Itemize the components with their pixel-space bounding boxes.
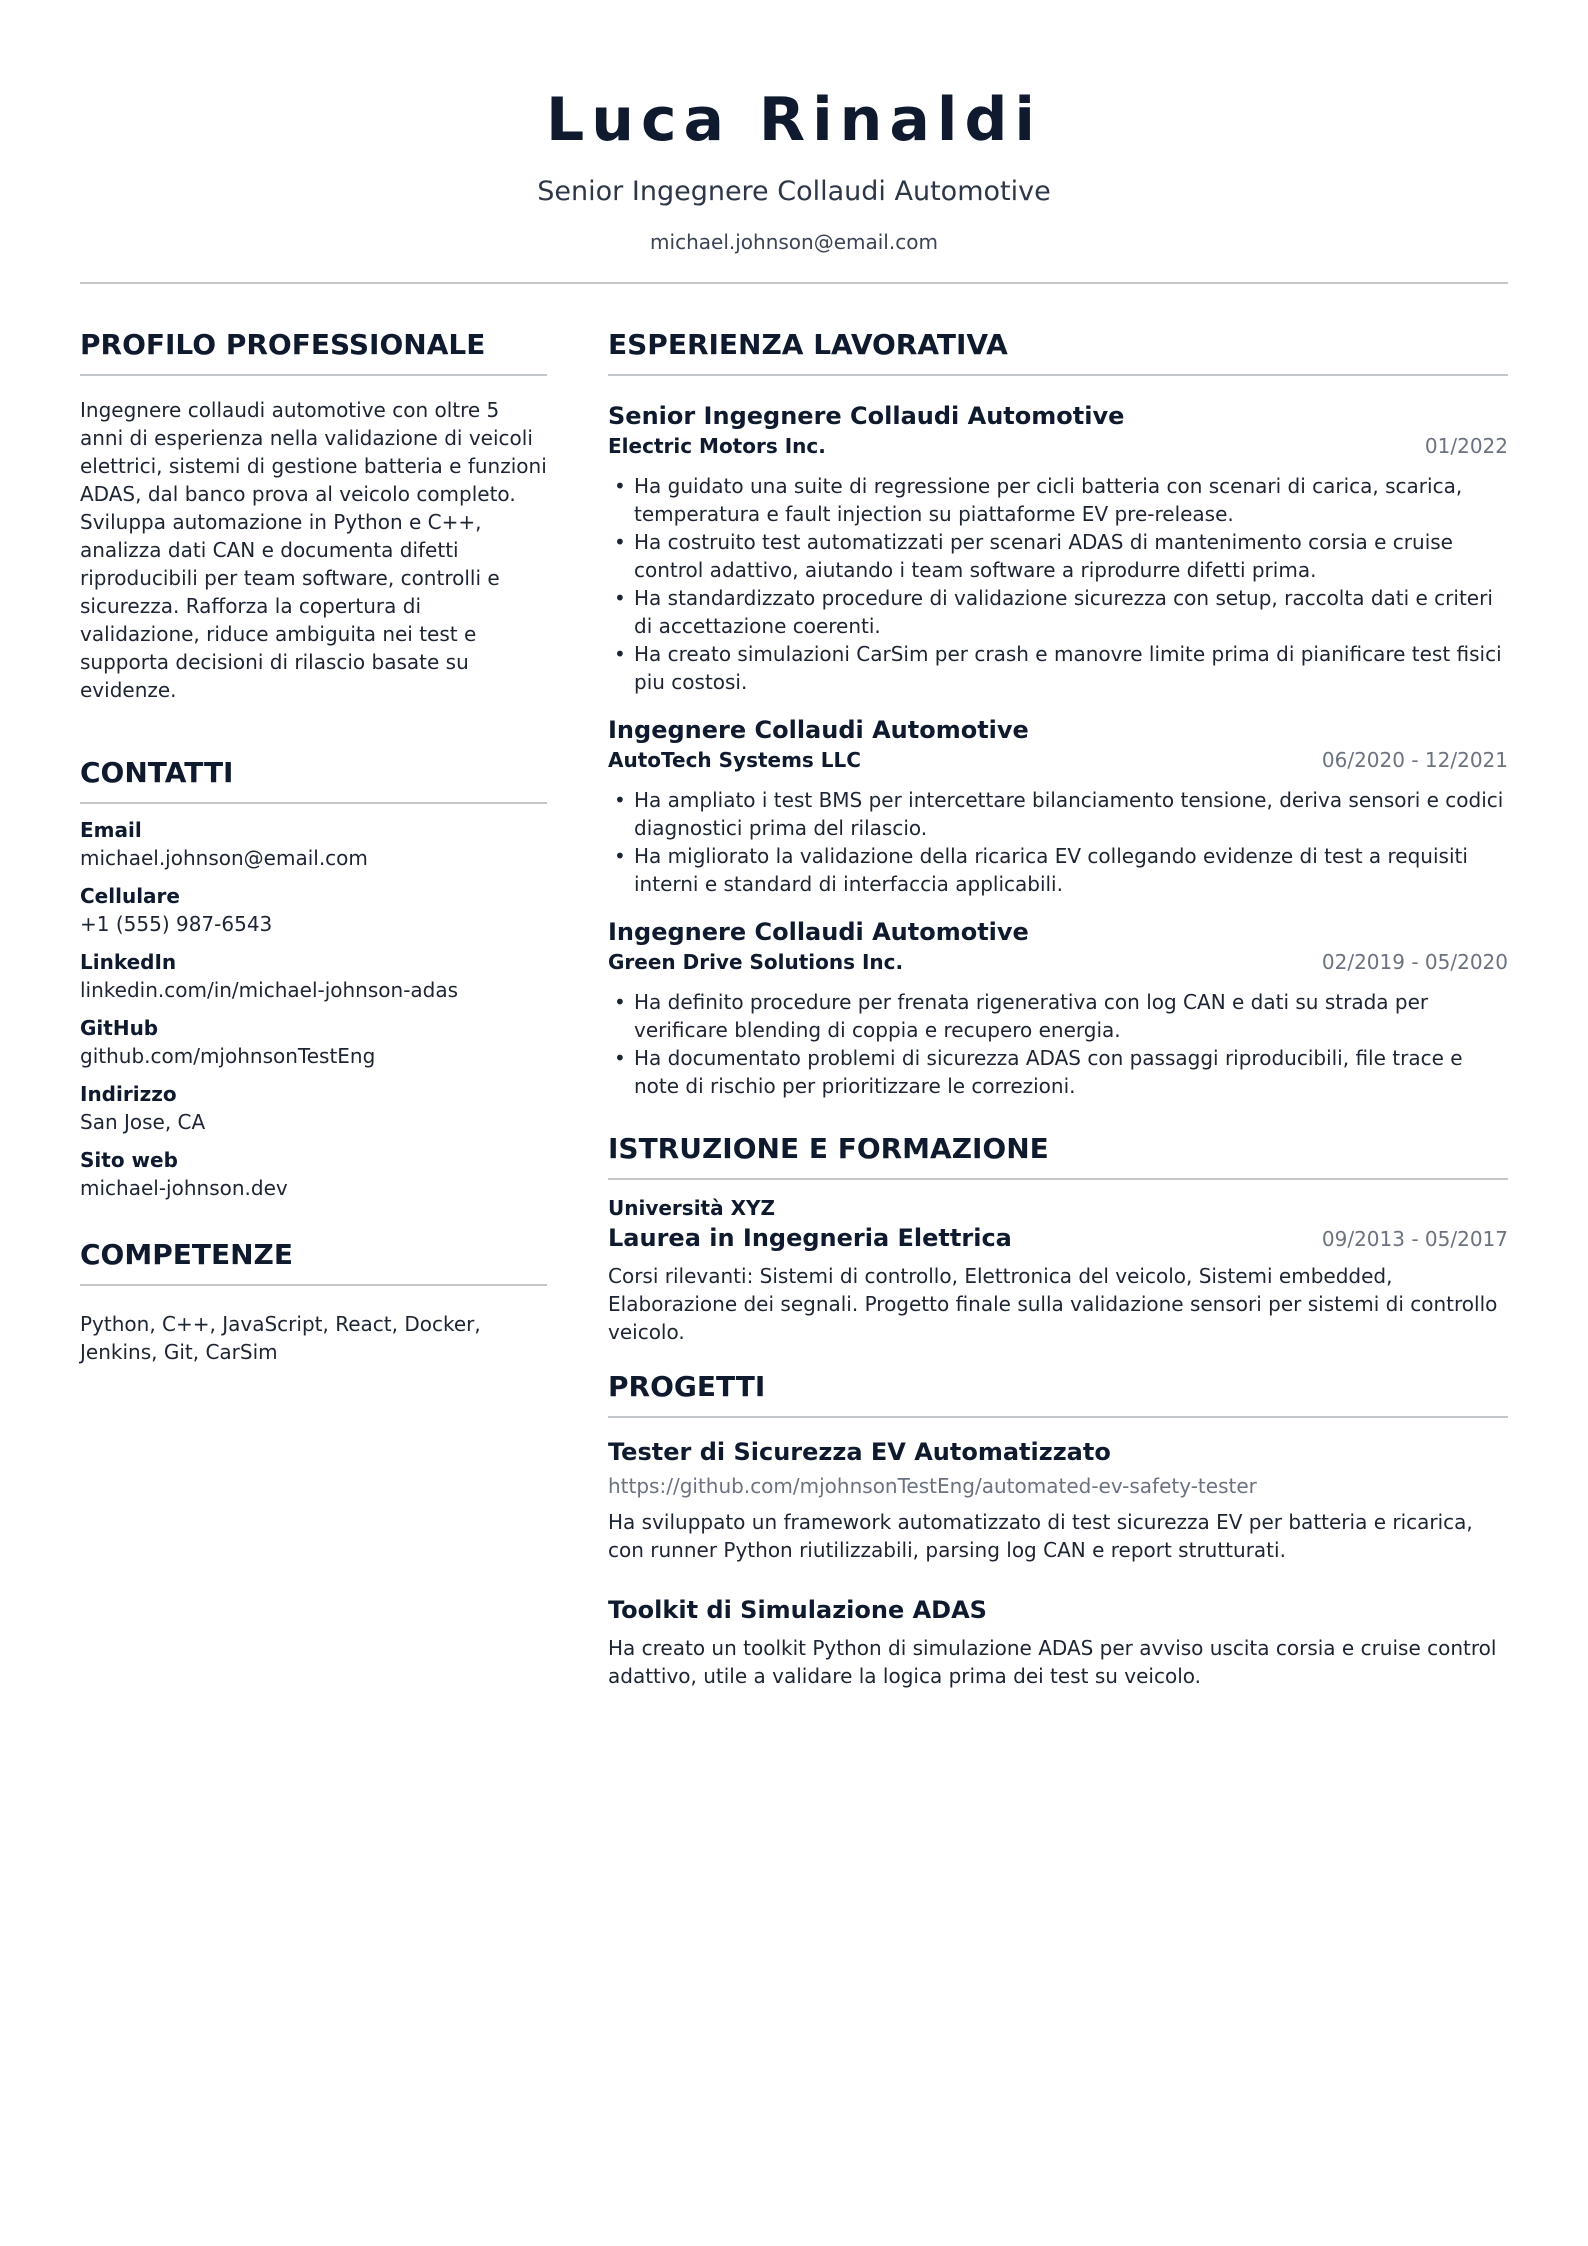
candidate-name: Luca Rinaldi [546, 85, 1042, 155]
job-bullet: • Ha migliorato la validazione della ricarica EV collegando evidenze di test a requisiti interni e standard di interfaccia applicabili. [608, 842, 1508, 898]
project-entry [608, 1594, 1508, 1690]
contact-github [80, 1014, 547, 1070]
job-meta [608, 948, 1508, 976]
job-entry [608, 916, 1508, 1100]
job-bullet: • Ha guidato una suite di regressione per cicli batteria con scenari di carica, scarica, temperatura e fault injection su piattaforme EV pre-release. [608, 472, 1508, 528]
left-column [80, 326, 547, 1366]
project-title: Toolkit di Simulazione ADAS [608, 1596, 987, 1624]
education-description: Corsi rilevanti: Sistemi di controllo, Elettronica del veicolo, Sistemi embedded, Elaborazione dei segnali. Progetto finale sulla validazione sensori per sistemi di controllo veicolo. [608, 1264, 1498, 1344]
contacts-heading: CONTATTI [80, 754, 547, 804]
contact-value: michael-johnson.dev [80, 1176, 288, 1200]
job-meta [608, 432, 1508, 460]
contact-label: LinkedIn [80, 950, 177, 974]
contact-address [80, 1080, 547, 1136]
job-bullet: • Ha ampliato i test BMS per intercettare bilanciamento tensione, deriva sensori e codici diagnostici prima del rilascio. [608, 786, 1508, 842]
header-email: michael.johnson@email.com [650, 230, 938, 254]
right-column [608, 326, 1508, 1690]
education-section [608, 1130, 1508, 1346]
job-bullets [608, 988, 1508, 1100]
job-company: Green Drive Solutions Inc. [608, 950, 904, 974]
projects-heading: PROGETTI [608, 1368, 1508, 1418]
job-bullet: • Ha definito procedure per frenata rigenerativa con log CAN e dati su strada per verificare blending di coppia e recupero energia. [608, 988, 1508, 1044]
job-bullet: • Ha creato simulazioni CarSim per crash e manovre limite prima di pianificare test fisici piu costosi. [608, 640, 1508, 696]
skills-section [80, 1236, 547, 1366]
resume-header [80, 78, 1508, 256]
candidate-title: Senior Ingegnere Collaudi Automotive [537, 176, 1051, 207]
experience-section [608, 326, 1508, 1100]
experience-heading: ESPERIENZA LAVORATIVA [608, 326, 1508, 376]
profile-heading: PROFILO PROFESSIONALE [80, 326, 547, 376]
job-bullet: • Ha documentato problemi di sicurezza ADAS con passaggi riproducibili, file trace e note di rischio per prioritizzare le correzioni. [608, 1044, 1508, 1100]
project-description: Ha creato un toolkit Python di simulazione ADAS per avviso uscita corsia e cruise control adattivo, utile a validare la logica prima dei test su veicolo. [608, 1636, 1497, 1688]
contact-value: +1 (555) 987-6543 [80, 912, 273, 936]
contact-value: michael.johnson@email.com [80, 846, 368, 870]
job-company: Electric Motors Inc. [608, 434, 826, 458]
education-meta [608, 1222, 1508, 1254]
project-link[interactable]: https://github.com/mjohnsonTestEng/automated-ev-safety-tester [608, 1474, 1257, 1498]
contact-value: linkedin.com/in/michael-johnson-adas [80, 978, 459, 1002]
contacts-section [80, 754, 547, 1202]
education-date: 09/2013 - 05/2017 [1321, 1227, 1508, 1251]
contact-email [80, 816, 547, 872]
contact-value: github.com/mjohnsonTestEng [80, 1044, 376, 1068]
header-divider [80, 282, 1508, 284]
job-bullets [608, 472, 1508, 696]
contact-value: San Jose, CA [80, 1110, 206, 1134]
profile-section [80, 326, 547, 704]
education-degree: Laurea in Ingegneria Elettrica [608, 1224, 1012, 1252]
contact-label: Cellulare [80, 884, 180, 908]
job-date: 01/2022 [1424, 434, 1508, 458]
job-bullet: • Ha standardizzato procedure di validazione sicurezza con setup, raccolta dati e criteri di accettazione coerenti. [608, 584, 1508, 640]
contact-label: GitHub [80, 1016, 159, 1040]
contacts-list [80, 816, 547, 1202]
job-entry [608, 714, 1508, 898]
job-bullet: • Ha costruito test automatizzati per scenari ADAS di mantenimento corsia e cruise control adattivo, aiutando i team software a riprodurre difetti prima. [608, 528, 1508, 584]
job-title: Senior Ingegnere Collaudi Automotive [608, 402, 1125, 430]
job-date: 06/2020 - 12/2021 [1321, 748, 1508, 772]
projects-section [608, 1368, 1508, 1690]
profile-text: Ingegnere collaudi automotive con oltre 5 anni di esperienza nella validazione di veicoli elettrici, sistemi di gestione batteria e funzioni ADAS, dal banco prova al veicolo completo. Sviluppa automazione in Python e C++, analizza dati CAN e documenta difetti riproducibili per team software, controlli e sicurezza. Rafforza la copertura di validazione, riduce ambiguita nei test e supporta decisioni di rilascio basate su evidenze. [80, 398, 547, 702]
project-entry [608, 1436, 1508, 1564]
contact-linkedin [80, 948, 547, 1004]
project-description: Ha sviluppato un framework automatizzato di test sicurezza EV per batteria e ricarica, con runner Python riutilizzabili, parsing log CAN e report strutturati. [608, 1510, 1473, 1562]
job-meta [608, 746, 1508, 774]
job-bullets [608, 786, 1508, 898]
skills-heading: COMPETENZE [80, 1236, 547, 1286]
contact-website [80, 1146, 547, 1202]
contact-label: Email [80, 818, 142, 842]
project-title: Tester di Sicurezza EV Automatizzato [608, 1438, 1111, 1466]
contact-label: Indirizzo [80, 1082, 177, 1106]
job-title: Ingegnere Collaudi Automotive [608, 716, 1029, 744]
education-institution: Università XYZ [608, 1196, 775, 1220]
job-company: AutoTech Systems LLC [608, 748, 861, 772]
contact-phone [80, 882, 547, 938]
job-title: Ingegnere Collaudi Automotive [608, 918, 1029, 946]
contact-label: Sito web [80, 1148, 178, 1172]
skills-text: Python, C++, JavaScript, React, Docker, Jenkins, Git, CarSim [80, 1312, 481, 1364]
job-entry [608, 400, 1508, 696]
job-date: 02/2019 - 05/2020 [1321, 950, 1508, 974]
education-heading: ISTRUZIONE E FORMAZIONE [608, 1130, 1508, 1180]
